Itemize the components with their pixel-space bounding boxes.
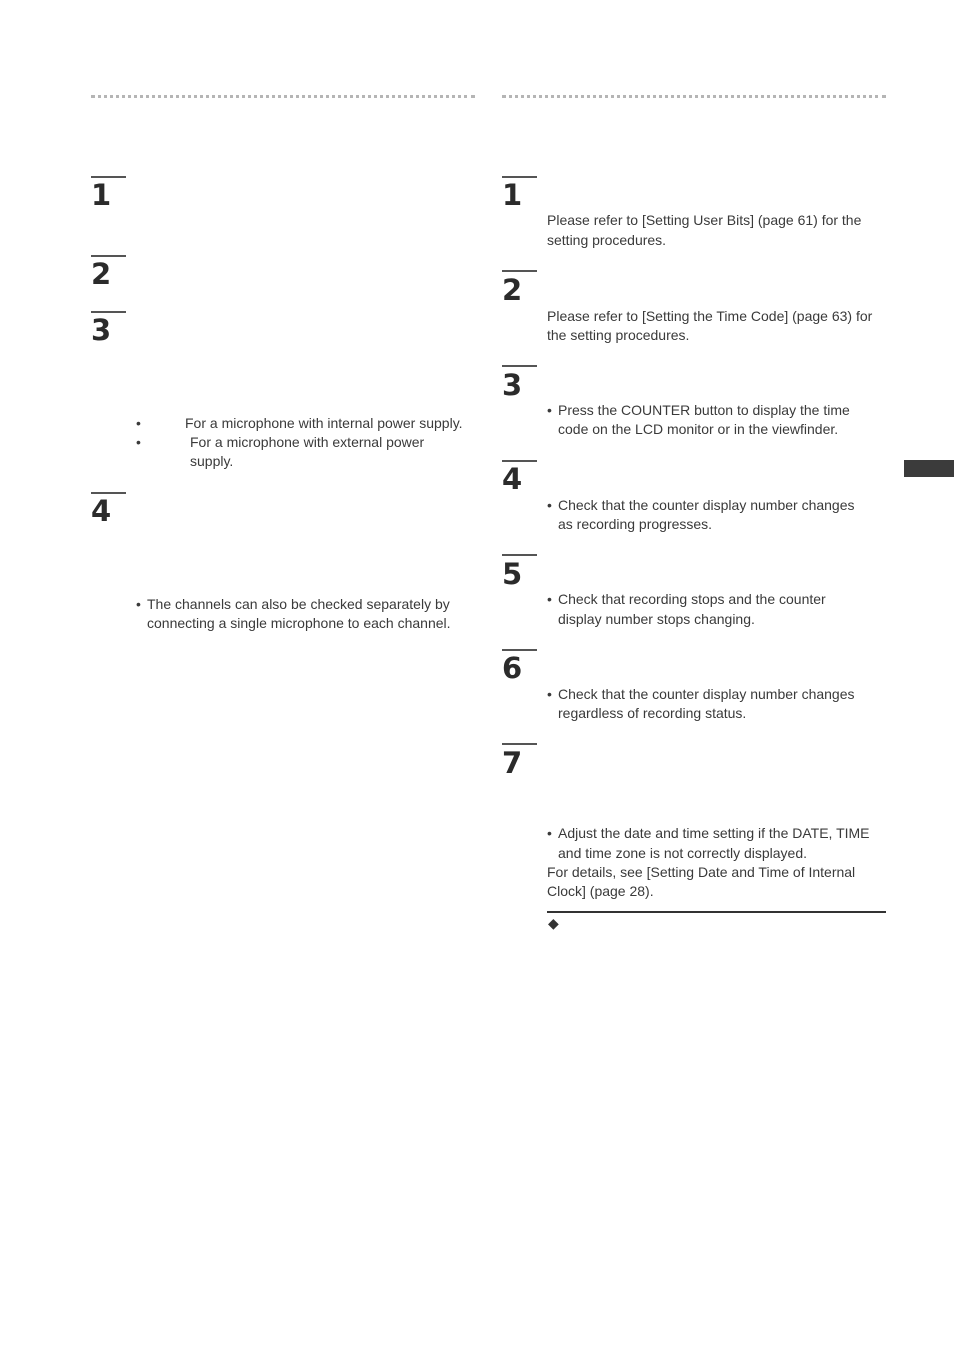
step2-text: the setting procedures. <box>547 327 690 343</box>
step-number: 3 <box>502 368 523 402</box>
step4-text: Check that the counter display number changes <box>558 497 855 513</box>
step-number: 2 <box>91 257 112 291</box>
step-number: 4 <box>91 494 112 528</box>
step-number: 2 <box>502 273 523 307</box>
step-rule <box>502 554 537 556</box>
bullet-mark: • <box>547 825 552 841</box>
mic-external-text: supply. <box>190 453 234 469</box>
step4-note: The channels can also be checked separately by <box>147 596 450 612</box>
step-rule <box>502 365 537 367</box>
step4-note: connecting a single microphone to each channel. <box>147 615 451 631</box>
step-number: 7 <box>502 746 523 780</box>
step2-text: Please refer to [Setting the Time Code] (page 63) for <box>547 308 873 324</box>
step-number: 5 <box>502 557 523 591</box>
chapter-tab <box>904 460 954 477</box>
bullet-mark: • <box>547 402 552 418</box>
step7-text: Clock] (page 28). <box>547 883 654 899</box>
step-rule <box>502 743 537 745</box>
step4-text: as recording progresses. <box>558 516 713 532</box>
bullet-mark: • <box>547 497 552 513</box>
right-dotted-rule <box>502 95 886 98</box>
step6-text: Check that the counter display number changes <box>558 686 855 702</box>
step7-text: and time zone is not correctly displayed. <box>558 845 808 861</box>
bullet-mark: • <box>136 434 141 450</box>
bullet-mark: • <box>136 596 141 612</box>
bullet-mark: • <box>547 686 552 702</box>
left-dotted-rule <box>91 95 475 98</box>
step1-text: Please refer to [Setting User Bits] (page 61) for the <box>547 212 862 228</box>
mic-external-text: For a microphone with external power <box>190 434 425 450</box>
step5-text: Check that recording stops and the counter <box>558 591 826 607</box>
end-rule <box>547 911 886 913</box>
bullet-mark: • <box>136 415 141 431</box>
step5-text: display number stops changing. <box>558 611 755 627</box>
step7-text: Adjust the date and time setting if the DATE, TIME <box>558 825 870 841</box>
diamond-icon: ◆ <box>548 915 559 931</box>
step-rule <box>502 270 537 272</box>
step3-text: Press the COUNTER button to display the time <box>558 402 850 418</box>
step3-text: code on the LCD monitor or in the viewfinder. <box>558 421 839 437</box>
step7-text: For details, see [Setting Date and Time of Internal <box>547 864 856 880</box>
mic-internal-text: For a microphone with internal power supply. <box>185 415 463 431</box>
step6-text: regardless of recording status. <box>558 705 747 721</box>
step-number: 6 <box>502 651 523 685</box>
step1-text: setting procedures. <box>547 232 667 248</box>
bullet-mark: • <box>547 591 552 607</box>
step-number: 1 <box>502 178 523 212</box>
step-number: 1 <box>91 178 112 212</box>
step-number: 3 <box>91 313 112 347</box>
step-number: 4 <box>502 462 523 496</box>
